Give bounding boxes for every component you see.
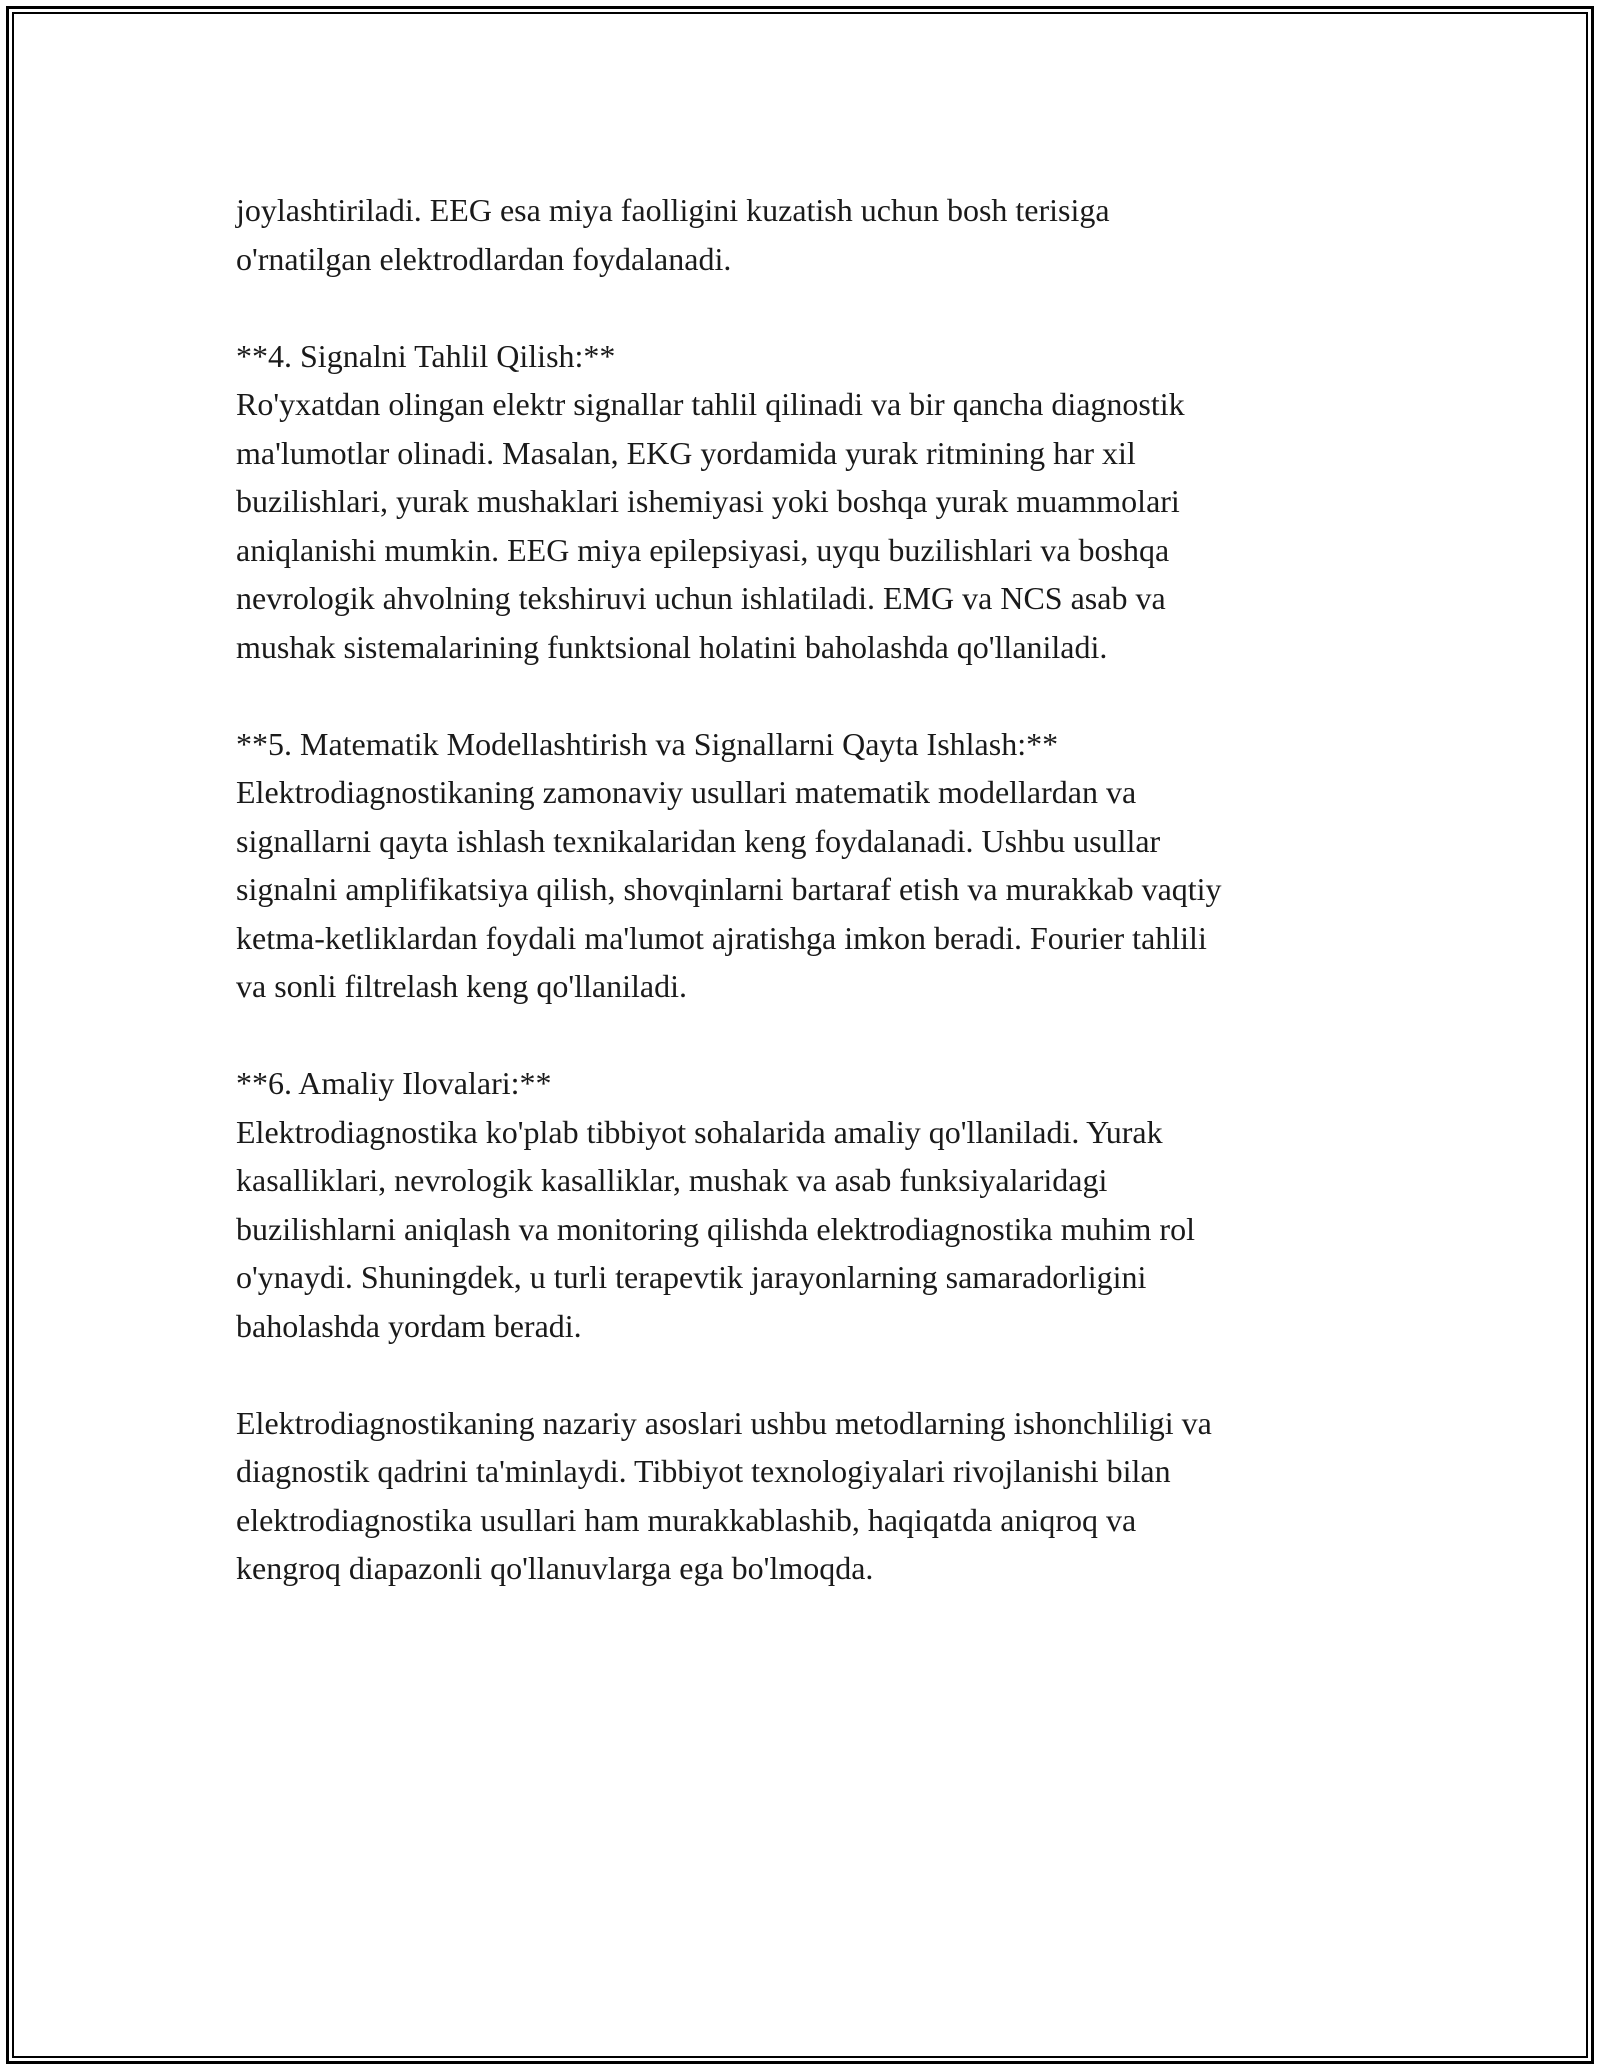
paragraph-gap	[236, 671, 1396, 720]
paragraph-gap	[236, 1350, 1396, 1399]
text-line: kasalliklari, nevrologik kasalliklar, mushak va asab funksiyalaridagi	[236, 1162, 1108, 1198]
text-line: ma'lumotlar olinadi. Masalan, EKG yordamida yurak ritmining har xil	[236, 434, 1136, 471]
conclusion-paragraph	[236, 1399, 1396, 1593]
text-line: kengroq diapazonli qo'llanuvlarga ega bo'lmoqda.	[236, 1550, 874, 1586]
text-line: elektrodiagnostika usullari ham murakkablashib, haqiqatda aniqroq va	[236, 1501, 1137, 1538]
text-line: Elektrodiagnostikaning nazariy asoslari ushbu metodlarning ishonchliligi va	[236, 1404, 1212, 1441]
text-line: diagnostik qadrini ta'minlaydi. Tibbiyot texnologiyalari rivojlanishi bilan	[236, 1453, 1171, 1489]
text-line: buzilishlari, yurak mushaklari ishemiyasi yoki boshqa yurak muammolari	[236, 483, 1180, 519]
text-line: ketma-ketliklardan foydali ma'lumot ajratishga imkon beradi. Fourier tahlili	[236, 919, 1207, 956]
section-signal-analysis	[236, 332, 1396, 672]
text-line: signallarni qayta ishlash texnikalaridan keng foydalanadi. Ushbu usullar	[236, 822, 1161, 859]
section-heading: **6. Amaliy Ilovalari:**	[236, 1065, 552, 1101]
section-practical-applications	[236, 1059, 1396, 1350]
text-line: nevrologik ahvolning tekshiruvi uchun ishlatiladi. EMG va NCS asab va	[236, 580, 1166, 616]
text-line: va sonli filtrelash keng qo'llaniladi.	[236, 968, 687, 1004]
text-line: joylashtiriladi. EEG esa miya faolligini kuzatish uchun bosh terisiga	[236, 192, 1110, 228]
section-math-modeling	[236, 720, 1396, 1011]
paragraph-gap	[236, 283, 1396, 332]
text-line: buzilishlarni aniqlash va monitoring qilishda elektrodiagnostika muhim rol	[236, 1210, 1195, 1247]
text-line: Elektrodiagnostika ko'plab tibbiyot sohalarida amaliy qo'llaniladi. Yurak	[236, 1113, 1163, 1150]
section-heading: **4. Signalni Tahlil Qilish:**	[236, 337, 616, 374]
text-line: aniqlanishi mumkin. EEG miya epilepsiyasi, uyqu buzilishlari va boshqa	[236, 531, 1170, 568]
paragraph-gap	[236, 1011, 1396, 1060]
text-line: mushak sistemalarining funktsional holatini baholashda qo'llaniladi.	[236, 628, 1108, 665]
intro-paragraph	[236, 186, 1396, 283]
text-line: Ro'yxatdan olingan elektr signallar tahlil qilinadi va bir qancha diagnostik	[236, 386, 1185, 422]
text-line: baholashda yordam beradi.	[236, 1307, 582, 1344]
text-line: Elektrodiagnostikaning zamonaviy usullari matematik modellardan va	[236, 774, 1137, 810]
section-heading: **5. Matematik Modellashtirish va Signallarni Qayta Ishlash:**	[236, 725, 1059, 762]
text-line: o'rnatilgan elektrodlardan foydalanadi.	[236, 240, 732, 277]
text-line: o'ynaydi. Shuningdek, u turli terapevtik jarayonlarning samaradorligini	[236, 1259, 1147, 1295]
text-line: signalni amplifikatsiya qilish, shovqinlarni bartaraf etish va murakkab vaqtiy	[236, 871, 1222, 907]
document-body	[236, 186, 1396, 1593]
